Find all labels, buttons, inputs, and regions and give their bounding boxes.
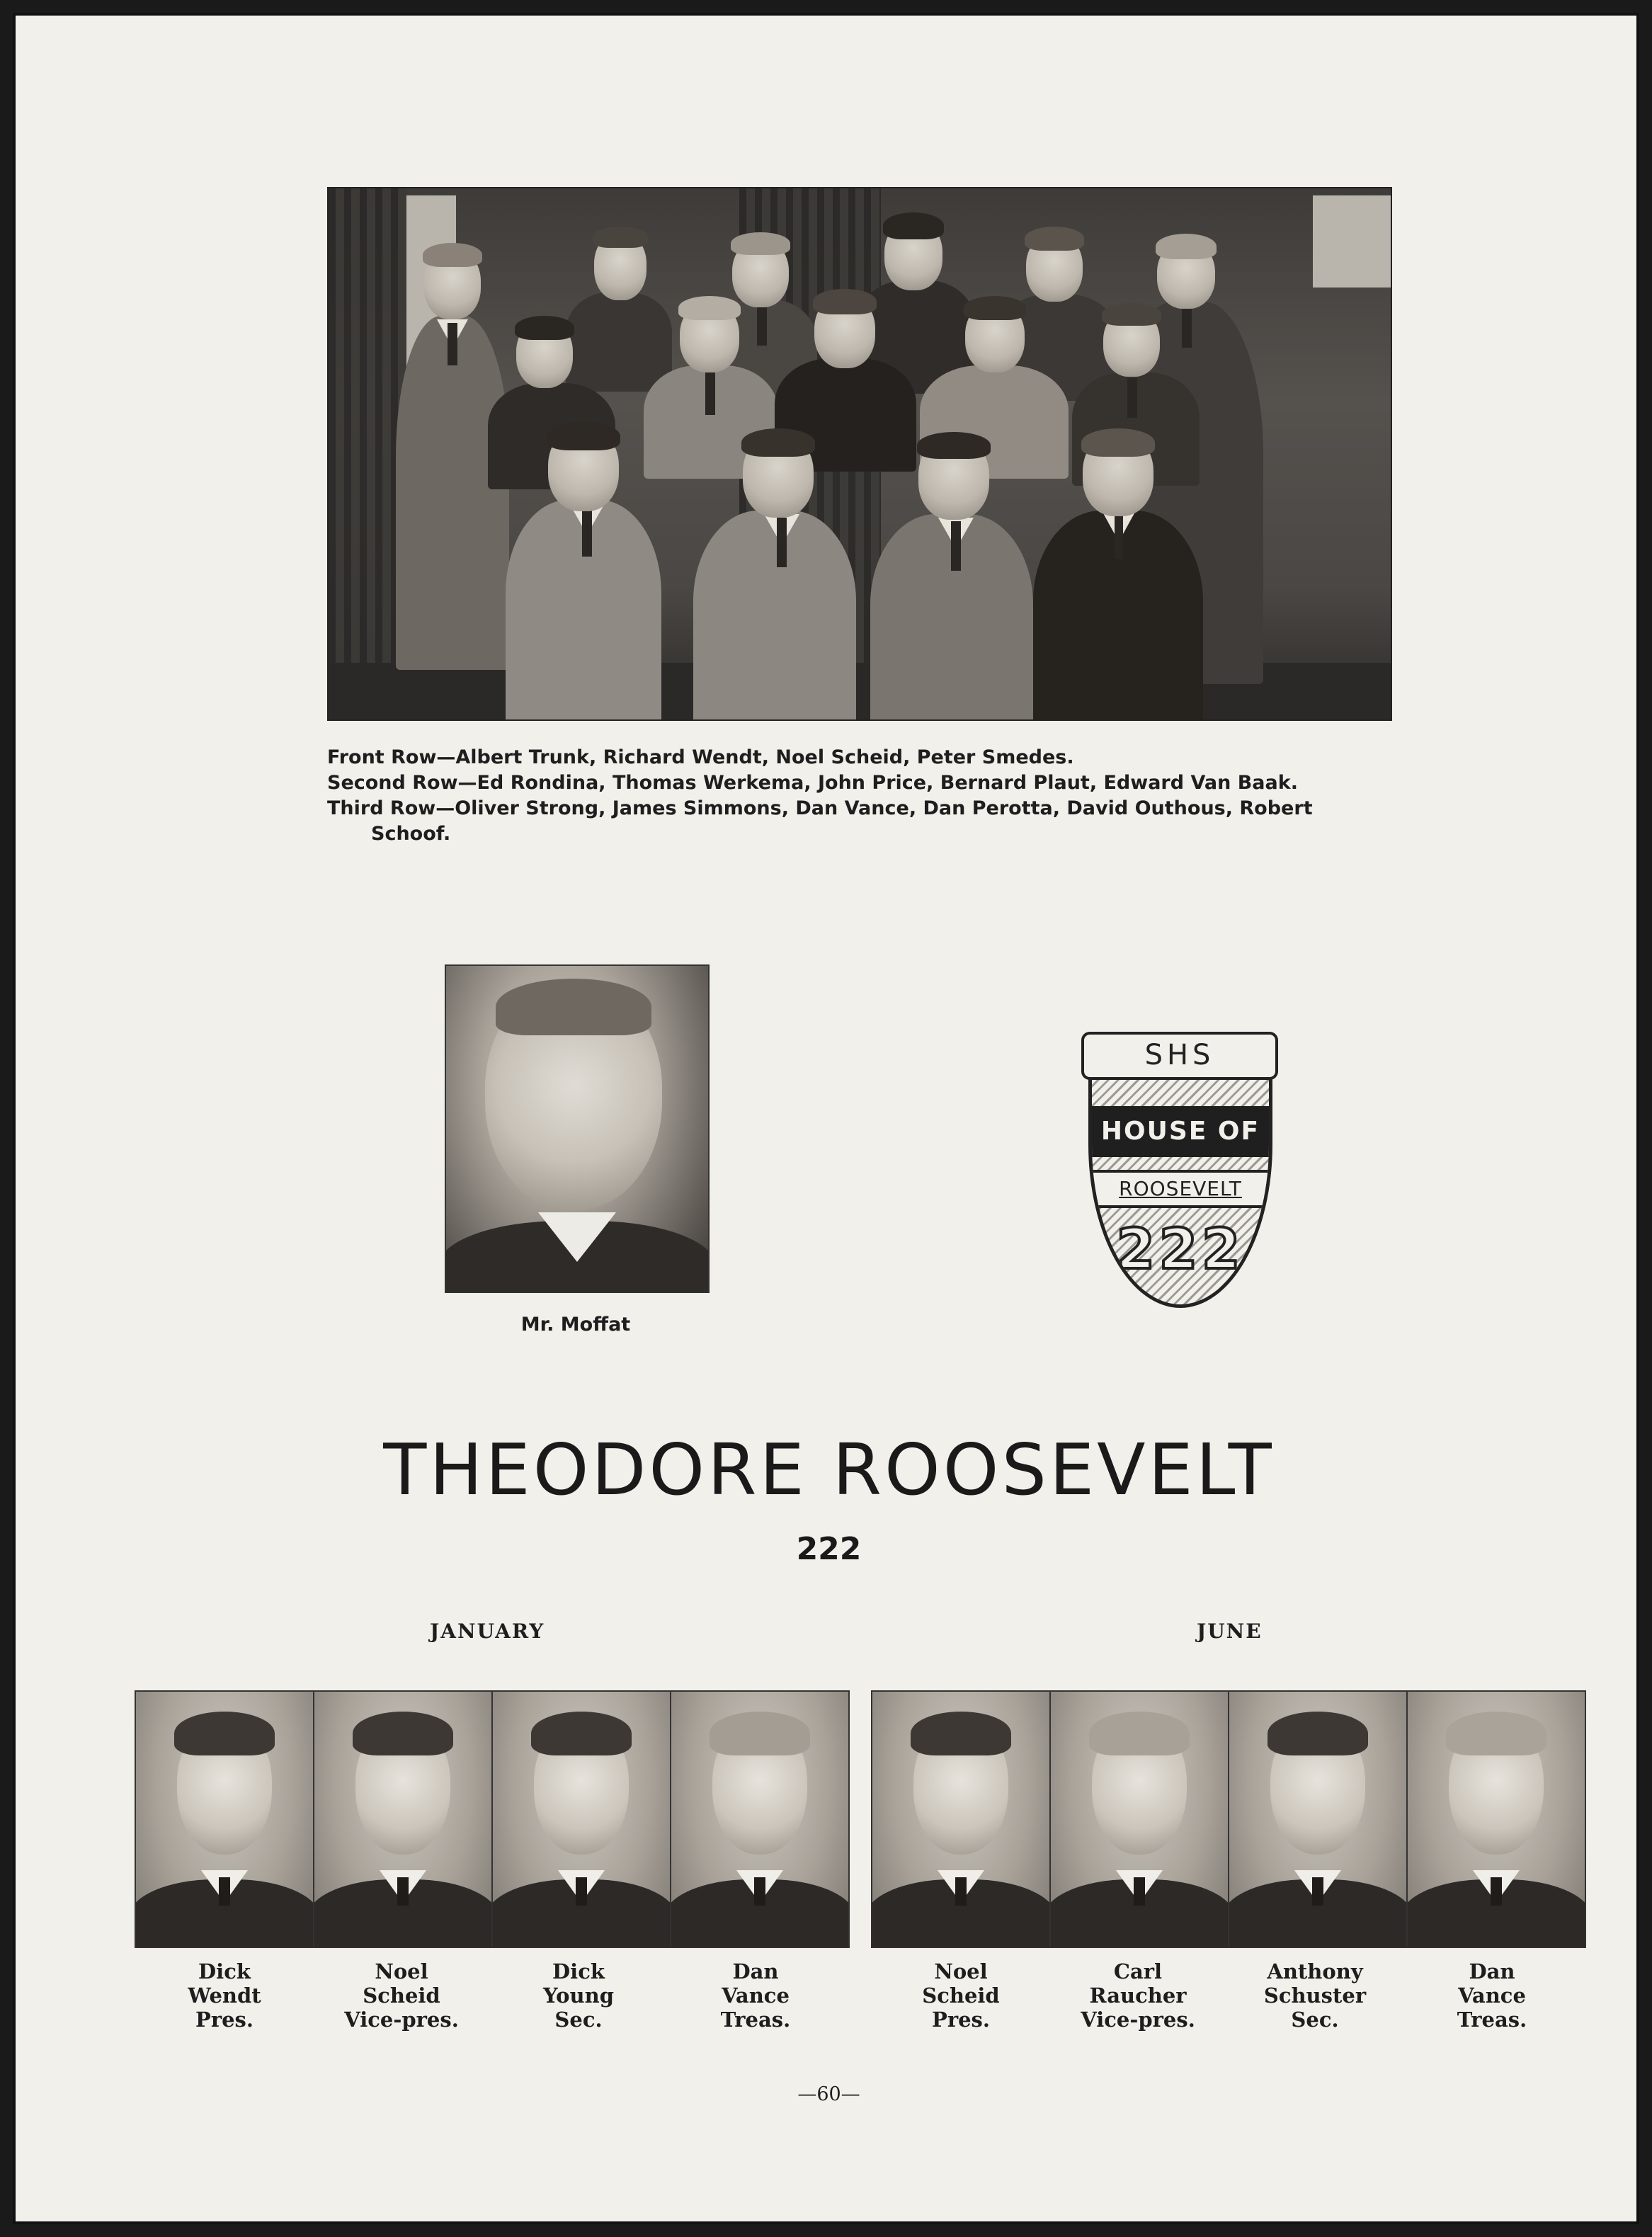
officer-label: [872, 1959, 1049, 2032]
group-photo-caption: [327, 745, 1403, 847]
officer-role: Vice-pres.: [1081, 2008, 1195, 2032]
officer-photo: [872, 1692, 1051, 1947]
officer-first-name: Noel: [375, 1959, 428, 1983]
january-officers-photos: [135, 1690, 850, 1948]
officer-label: [1403, 1959, 1580, 2032]
officer-role: Pres.: [195, 2008, 254, 2032]
officer-last-name: Vance: [1458, 1983, 1526, 2008]
officer-label: [1226, 1959, 1403, 2032]
officer-first-name: Noel: [934, 1959, 988, 1983]
advisor-portrait: [445, 964, 710, 1293]
group-photo: [327, 187, 1392, 721]
officer-first-name: Dan: [1469, 1959, 1515, 1983]
officer-label: [1049, 1959, 1226, 2032]
officer-role: Treas.: [720, 2008, 791, 2032]
officer-role: Sec.: [554, 2008, 603, 2032]
officer-last-name: Schuster: [1263, 1983, 1367, 2008]
officer-photo: [1408, 1692, 1585, 1947]
officer-label: [490, 1959, 667, 2032]
june-officers-labels: [872, 1959, 1580, 2032]
officer-role: Treas.: [1457, 2008, 1527, 2032]
officer-last-name: Young: [543, 1983, 614, 2008]
officer-first-name: Anthony: [1267, 1959, 1363, 1983]
house-title: THEODORE ROOSEVELT: [383, 1428, 1275, 1511]
house-number: 222: [796, 1531, 862, 1567]
crest-band-text: HOUSE OF: [1092, 1106, 1269, 1157]
officer-photo: [493, 1692, 671, 1947]
house-crest: [1074, 1018, 1287, 1315]
officer-photo: [136, 1692, 314, 1947]
june-label: JUNE: [1197, 1620, 1263, 1643]
january-label: JANUARY: [430, 1620, 545, 1643]
officer-role: Sec.: [1291, 2008, 1339, 2032]
june-officers-photos: [871, 1690, 1586, 1948]
officer-label: [667, 1959, 844, 2032]
officer-label: [313, 1959, 490, 2032]
officer-last-name: Vance: [722, 1983, 790, 2008]
crest-scroll: SHS: [1081, 1032, 1278, 1080]
officer-first-name: Dan: [732, 1959, 779, 1983]
page-number: —60—: [797, 2083, 860, 2105]
officer-first-name: Dick: [198, 1959, 251, 1983]
caption-third-row-continued: Schoof.: [371, 823, 451, 845]
officer-last-name: Raucher: [1089, 1983, 1187, 2008]
caption-third-row: Third Row—Oliver Strong, James Simmons, Dan Vance, Dan Perotta, David Outhous, Robert: [327, 797, 1313, 819]
officer-last-name: Wendt: [188, 1983, 261, 2008]
yearbook-page: [13, 13, 1639, 2224]
january-officers-labels: [136, 1959, 844, 2032]
officer-role: Pres.: [932, 2008, 990, 2032]
officer-last-name: Scheid: [922, 1983, 1000, 2008]
crest-name-text: ROOSEVELT: [1092, 1170, 1269, 1208]
caption-second-row: Second Row—Ed Rondina, Thomas Werkema, John Price, Bernard Plaut, Edward Van Baak.: [327, 772, 1298, 794]
crest-shield: [1088, 1074, 1272, 1308]
crest-number: 222: [1116, 1218, 1245, 1282]
officer-last-name: Scheid: [363, 1983, 440, 2008]
officer-first-name: Dick: [552, 1959, 605, 1983]
officer-photo: [671, 1692, 848, 1947]
advisor-name: Mr. Moffat: [520, 1314, 631, 1336]
officer-photo: [314, 1692, 493, 1947]
officer-photo: [1229, 1692, 1408, 1947]
officer-role: Vice-pres.: [344, 2008, 459, 2032]
officer-label: [136, 1959, 313, 2032]
officer-photo: [1051, 1692, 1229, 1947]
caption-front-row: Front Row—Albert Trunk, Richard Wendt, Noel Scheid, Peter Smedes.: [327, 746, 1074, 768]
officer-first-name: Carl: [1113, 1959, 1163, 1983]
